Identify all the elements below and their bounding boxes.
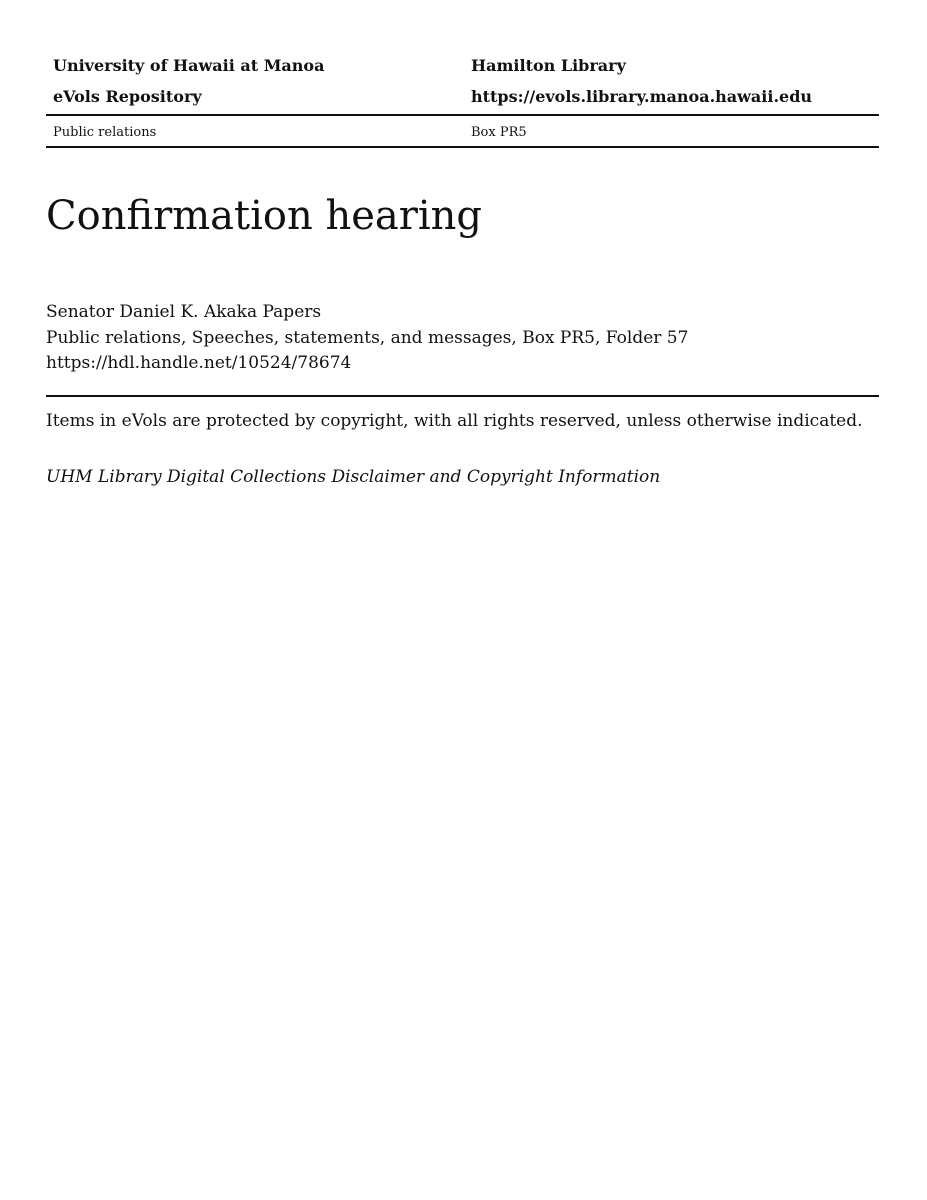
header-table <box>46 52 879 148</box>
header-row-institution <box>46 52 879 83</box>
disclaimer-link[interactable]: UHM Library Digital Collections Disclaimer and Copyright Information <box>46 467 661 487</box>
header-bottom-rule <box>46 146 879 148</box>
series-label: Public relations <box>53 125 157 140</box>
page-title: Confirmation hearing <box>46 193 483 239</box>
header-row-series <box>46 114 879 146</box>
folder-location: Public relations, Speeches, statements, and messages, Box PR5, Folder 57 <box>46 327 689 348</box>
collection-name: Senator Daniel K. Akaka Papers <box>46 302 322 322</box>
box-label: Box PR5 <box>471 125 527 140</box>
document-metadata <box>46 300 688 377</box>
repository-name: eVols Repository <box>53 87 202 106</box>
handle-link[interactable]: https://hdl.handle.net/10524/78674 <box>46 353 352 374</box>
library-name: Hamilton Library <box>471 56 626 75</box>
rights-statement: Items in eVols are protected by copyright, with all rights reserved, unless otherwise indicated. <box>46 411 863 431</box>
institution-name: University of Hawaii at Manoa <box>53 56 325 75</box>
repository-url-link[interactable]: https://evols.library.manoa.hawaii.edu <box>471 87 813 106</box>
section-divider <box>46 395 879 397</box>
header-row-repository <box>46 83 879 114</box>
